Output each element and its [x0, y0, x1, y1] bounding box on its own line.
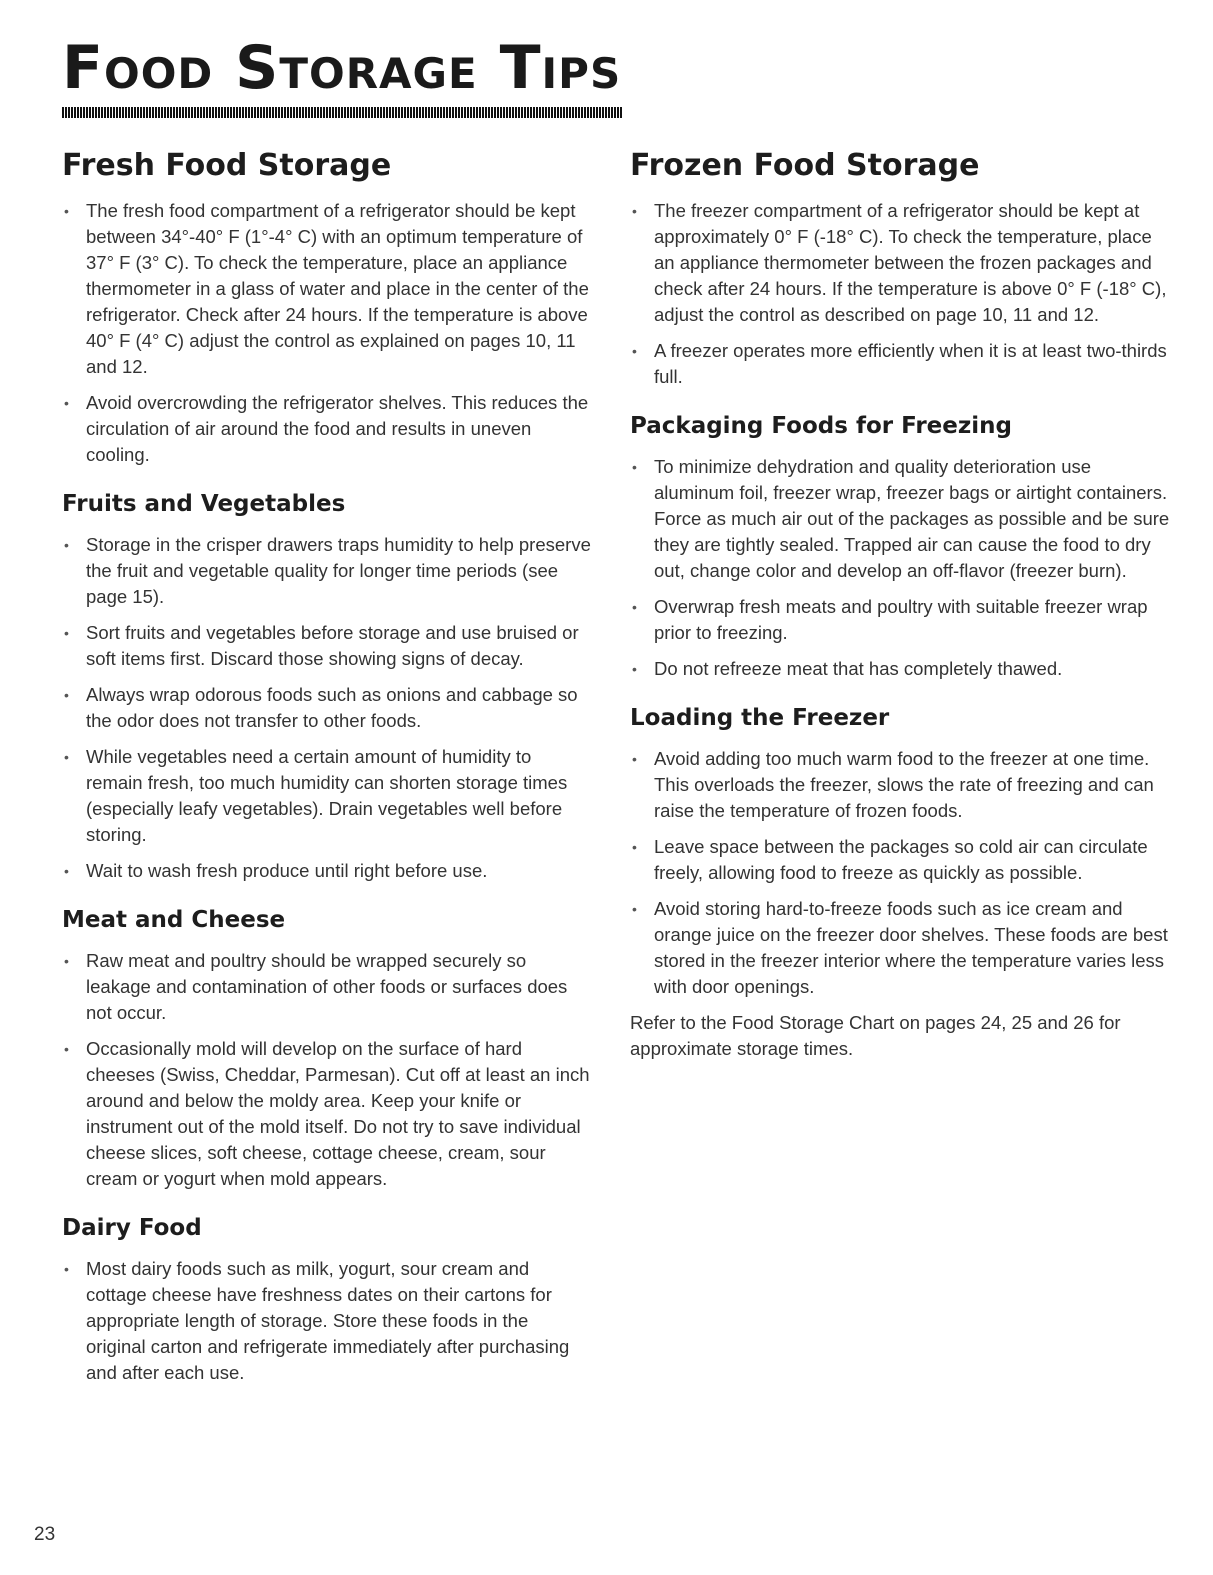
list-item: • Avoid adding too much warm food to the freezer at one time. This overloads the freezer, slows the rate of freezing and can raise the temperature of frozen foods.	[630, 746, 1170, 824]
list-item: • Wait to wash fresh produce until right before use.	[62, 858, 592, 884]
loading-freezer-section	[630, 704, 1170, 1062]
packaging-heading: Packaging Foods for Freezing	[630, 413, 1012, 439]
packaging-list	[630, 454, 1170, 682]
list-item: • Avoid overcrowding the refrigerator shelves. This reduces the circulation of air around the food and results in uneven cooling.	[62, 390, 592, 468]
fresh-food-list	[62, 198, 592, 468]
storage-chart-note: Refer to the Food Storage Chart on pages 24, 25 and 26 for approximate storage times.	[630, 1012, 1121, 1059]
list-item: • To minimize dehydration and quality deterioration use aluminum foil, freezer wrap, freezer bags or airtight containers. Force as much air out of the packages as possible and be sure they are tightly sealed. Trapped air can cause the food to dry out, change color and develop an off-flavor (freezer burn).	[630, 454, 1170, 584]
dairy-food-heading: Dairy Food	[62, 1215, 202, 1241]
list-item: • Overwrap fresh meats and poultry with suitable freezer wrap prior to freezing.	[630, 594, 1170, 646]
list-item: • Do not refreeze meat that has completely thawed.	[630, 656, 1170, 682]
list-item: • A freezer operates more efficiently when it is at least two-thirds full.	[630, 338, 1170, 390]
right-column	[630, 148, 1170, 1062]
fruits-vegetables-section	[62, 490, 592, 884]
list-item: • Occasionally mold will develop on the surface of hard cheeses (Swiss, Cheddar, Parmesan). Cut off at least an inch around and below the moldy area. Keep your knife or instrument out of the mold itself. Do not try to save individual cheese slices, soft cheese, cottage cheese, cream, sour cream or yogurt when mold appears.	[62, 1036, 592, 1192]
title-rule	[62, 107, 622, 118]
meat-cheese-section	[62, 906, 592, 1192]
dairy-food-section	[62, 1214, 592, 1386]
frozen-food-heading: Frozen Food Storage	[630, 148, 980, 183]
list-item: • Leave space between the packages so cold air can circulate freely, allowing food to freeze as quickly as possible.	[630, 834, 1170, 886]
meat-cheese-list	[62, 948, 592, 1192]
packaging-section	[630, 412, 1170, 682]
list-item: • Most dairy foods such as milk, yogurt, sour cream and cottage cheese have freshness dates on their cartons for appropriate length of storage. Store these foods in the original carton and refrigerate immediately after purchasing and after each use.	[62, 1256, 592, 1386]
list-item: • Always wrap odorous foods such as onions and cabbage so the odor does not transfer to other foods.	[62, 682, 592, 734]
list-item: • Raw meat and poultry should be wrapped securely so leakage and contamination of other foods or surfaces does not occur.	[62, 948, 592, 1026]
list-item: • The fresh food compartment of a refrigerator should be kept between 34°-40° F (1°-4° C) with an optimum temperature of 37° F (3° C). To check the temperature, place an appliance thermometer in a glass of water and place in the center of the refrigerator. Check after 24 hours. If the temperature is above 40° F (4° C) adjust the control as explained on pages 10, 11 and 12.	[62, 198, 592, 380]
fresh-food-section	[62, 148, 592, 468]
page-number: 23	[34, 1524, 56, 1545]
list-item: • Storage in the crisper drawers traps humidity to help preserve the fruit and vegetable quality for longer time periods (see page 15).	[62, 532, 592, 610]
fruits-vegetables-heading: Fruits and Vegetables	[62, 491, 346, 517]
loading-freezer-list	[630, 746, 1170, 1000]
dairy-food-list	[62, 1256, 592, 1386]
frozen-food-section	[630, 148, 1170, 390]
fresh-food-heading: Fresh Food Storage	[62, 148, 392, 183]
list-item: • Sort fruits and vegetables before storage and use bruised or soft items first. Discard those showing signs of decay.	[62, 620, 592, 672]
loading-freezer-heading: Loading the Freezer	[630, 705, 890, 731]
fruits-vegetables-list	[62, 532, 592, 884]
frozen-food-list	[630, 198, 1170, 390]
list-item: • The freezer compartment of a refrigerator should be kept at approximately 0° F (-18° C). To check the temperature, place an appliance thermometer between the frozen packages and check after 24 hours. If the temperature is above 0° F (-18° C), adjust the control as described on page 10, 11 and 12.	[630, 198, 1170, 328]
list-item: • While vegetables need a certain amount of humidity to remain fresh, too much humidity can shorten storage times (especially leafy vegetables). Drain vegetables well before storing.	[62, 744, 592, 848]
meat-cheese-heading: Meat and Cheese	[62, 907, 286, 933]
list-item: • Avoid storing hard-to-freeze foods such as ice cream and orange juice on the freezer door shelves. These foods are best stored in the freezer interior where the temperature varies less with door openings.	[630, 896, 1170, 1000]
left-column	[62, 148, 592, 1396]
page-title: Food Storage Tips	[62, 33, 622, 103]
